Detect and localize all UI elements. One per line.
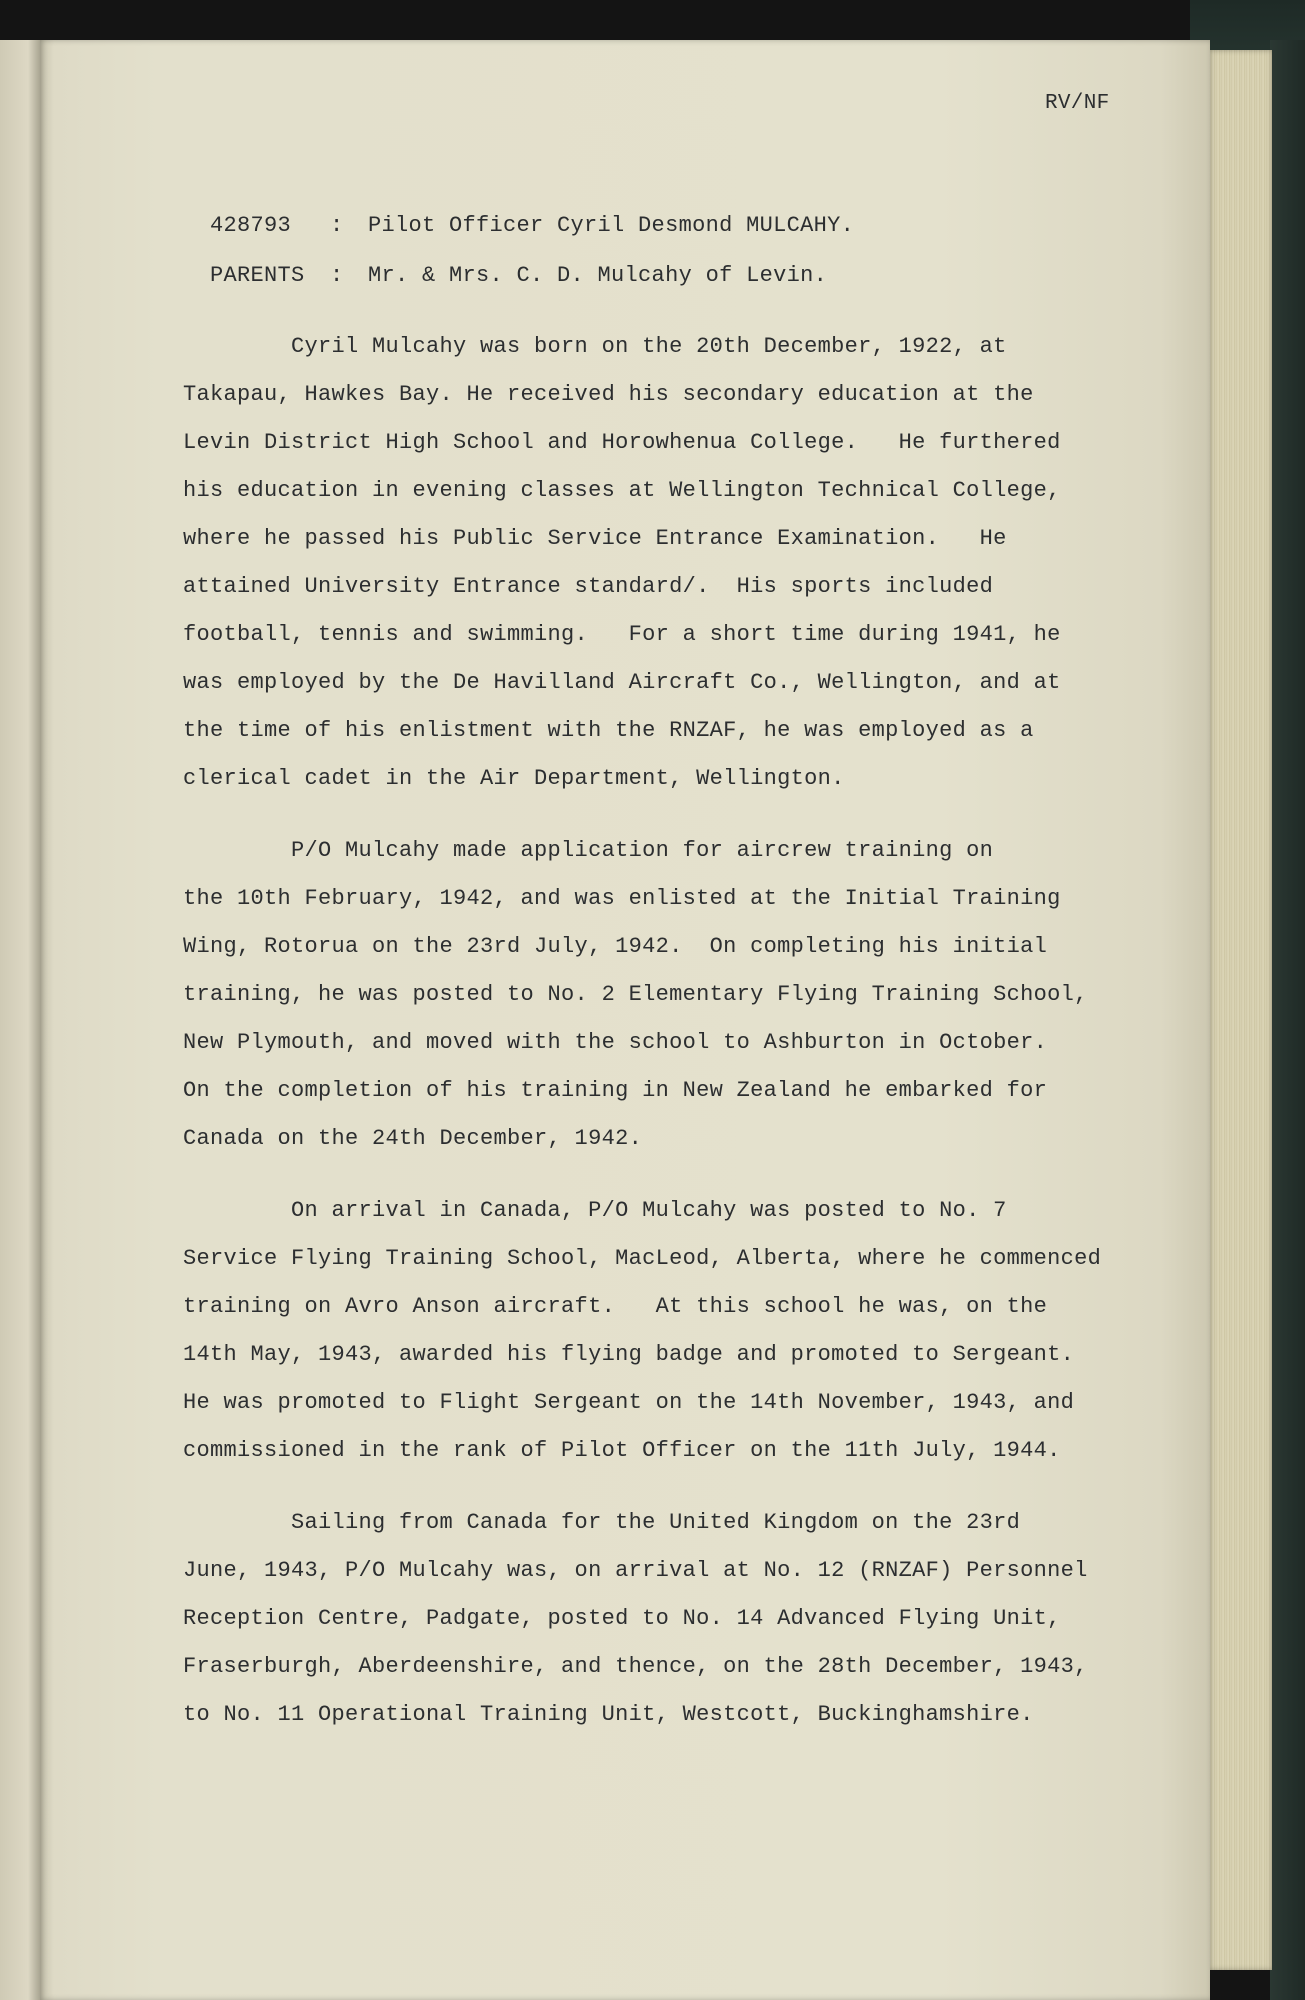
body-line: Wing, Rotorua on the 23rd July, 1942. On completing his initial (183, 934, 1048, 959)
body-line: clerical cadet in the Air Department, Wellington. (183, 766, 845, 791)
body-line: the time of his enlistment with the RNZAF, he was employed as a (183, 718, 1034, 743)
body-line: On arrival in Canada, P/O Mulcahy was posted to No. 7 (183, 1198, 1007, 1223)
officer-name: Pilot Officer Cyril Desmond MULCAHY. (368, 213, 855, 238)
body-line: 14th May, 1943, awarded his flying badge and promoted to Sergeant. (183, 1342, 1075, 1367)
body-line: where he passed his Public Service Entrance Examination. He (183, 526, 1007, 551)
header-colon: : (330, 213, 344, 238)
body-line: training, he was posted to No. 2 Elementary Flying Training School, (183, 982, 1088, 1007)
body-line: Reception Centre, Padgate, posted to No. 14 Advanced Flying Unit, (183, 1606, 1061, 1631)
service-number: 428793 (210, 213, 292, 238)
book-cover-right (1270, 40, 1305, 2000)
body-line: to No. 11 Operational Training Unit, Westcott, Buckinghamshire. (183, 1702, 1034, 1727)
body-line: Sailing from Canada for the United Kingdom on the 23rd (183, 1510, 1021, 1535)
body-line: Levin District High School and Horowhenua College. He furthered (183, 430, 1061, 455)
body-line: June, 1943, P/O Mulcahy was, on arrival at No. 12 (RNZAF) Personnel (183, 1558, 1088, 1583)
body-line: Canada on the 24th December, 1942. (183, 1126, 643, 1151)
body-line: Service Flying Training School, MacLeod, Alberta, where he commenced (183, 1246, 1102, 1271)
body-line: Fraserburgh, Aberdeenshire, and thence, on the 28th December, 1943, (183, 1654, 1088, 1679)
body-line: the 10th February, 1942, and was enlisted at the Initial Training (183, 886, 1061, 911)
body-line: He was promoted to Flight Sergeant on the 14th November, 1943, and (183, 1390, 1075, 1415)
body-line: P/O Mulcahy made application for aircrew training on (183, 838, 994, 863)
parents-label: PARENTS (210, 263, 305, 288)
body-line: was employed by the De Havilland Aircraft Co., Wellington, and at (183, 670, 1061, 695)
parents-value: Mr. & Mrs. C. D. Mulcahy of Levin. (368, 263, 828, 288)
page-stack-edges (1210, 50, 1272, 1970)
service-header (183, 188, 854, 238)
body-line: his education in evening classes at Wellington Technical College, (183, 478, 1061, 503)
body-line: Takapau, Hawkes Bay. He received his secondary education at the (183, 382, 1034, 407)
body-line: New Plymouth, and moved with the school to Ashburton in October. (183, 1030, 1048, 1055)
body-line: attained University Entrance standard/. His sports included (183, 574, 994, 599)
reference-code: RV/NF (1045, 92, 1110, 115)
facing-page-edge (0, 40, 40, 2000)
body-line: commissioned in the rank of Pilot Officer on the 11th July, 1944. (183, 1438, 1061, 1463)
body-line: training on Avro Anson aircraft. At this school he was, on the (183, 1294, 1048, 1319)
body-line: football, tennis and swimming. For a short time during 1941, he (183, 622, 1061, 647)
header-colon: : (330, 263, 344, 288)
body-line: On the completion of his training in New Zealand he embarked for (183, 1078, 1048, 1103)
body-line: Cyril Mulcahy was born on the 20th December, 1922, at (183, 334, 1007, 359)
parents-header (183, 238, 827, 288)
